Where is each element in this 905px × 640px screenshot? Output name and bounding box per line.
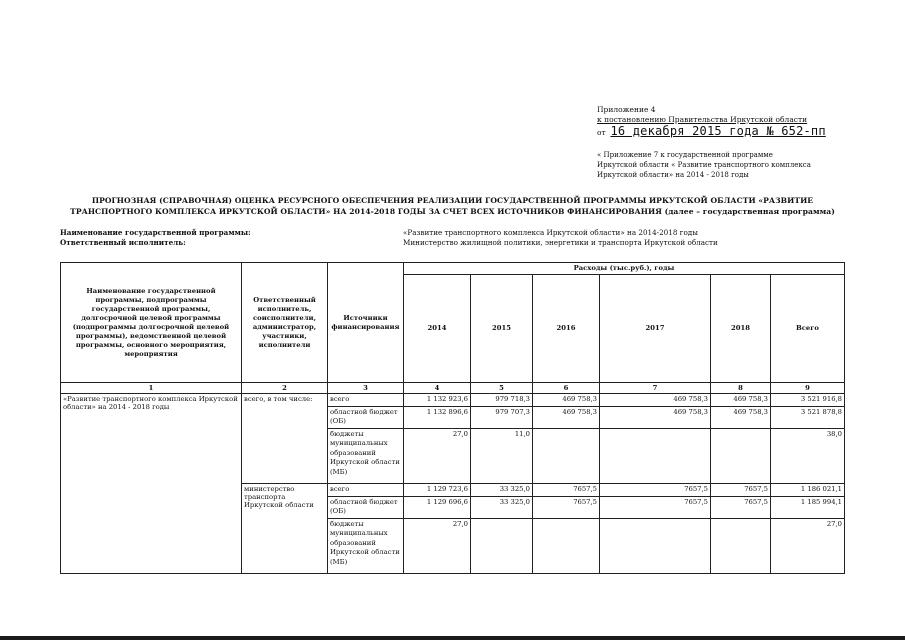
col-number-6: 6 <box>533 383 600 394</box>
value-2018 <box>711 428 771 483</box>
header-source: Источники финансирования <box>328 263 404 383</box>
value-total: 1 186 021,1 <box>771 483 845 496</box>
value-2015 <box>471 518 533 573</box>
program-name-cell: «Развитие транспортного комплекса Иркутской области» на 2014 - 2018 годы <box>61 394 242 574</box>
value-2016 <box>533 428 600 483</box>
resolution-reference: к постановлению Правительства Иркутской области <box>597 115 808 124</box>
value-2015: 979 707,3 <box>471 406 533 428</box>
header-executor: Ответственный исполнитель, соисполнители, администратор, участники, исполнители <box>242 263 328 383</box>
value-2017: 7657,5 <box>600 483 711 496</box>
value-2014: 1 129 696,6 <box>404 496 471 518</box>
value-total: 38,0 <box>771 428 845 483</box>
value-total: 3 521 916,8 <box>771 394 845 407</box>
value-2015: 979 718,3 <box>471 394 533 407</box>
value-2014: 1 129 723,6 <box>404 483 471 496</box>
col-number-3: 3 <box>328 383 404 394</box>
resource-table <box>60 262 845 574</box>
program-name-value: «Развитие транспортного комплекса Иркутской области» на 2014-2018 годы <box>403 228 698 237</box>
from-label: от <box>597 128 606 137</box>
value-2014: 27,0 <box>404 428 471 483</box>
header-2017: 2017 <box>600 275 711 383</box>
value-2014: 27,0 <box>404 518 471 573</box>
source-cell: всего <box>328 394 404 407</box>
col-number-5: 5 <box>471 383 533 394</box>
col-number-8: 8 <box>711 383 771 394</box>
value-total: 27,0 <box>771 518 845 573</box>
appendix-reference-line-2: Иркутской области « Развитие транспортного комплекса <box>597 161 811 169</box>
value-2017: 469 758,3 <box>600 406 711 428</box>
executor-cell: министерство транспорта Иркутской области <box>242 483 328 573</box>
appendix-number: Приложение 4 <box>597 105 656 114</box>
col-number-1: 1 <box>61 383 242 394</box>
appendix-reference-block <box>597 150 877 180</box>
value-2016: 7657,5 <box>533 496 600 518</box>
header-2016: 2016 <box>533 275 600 383</box>
value-2017: 469 758,3 <box>600 394 711 407</box>
value-2018: 469 758,3 <box>711 394 771 407</box>
scan-edge-line <box>0 636 905 640</box>
appendix-reference-line-1: « Приложение 7 к государственной программе <box>597 151 773 159</box>
source-cell: бюджеты муниципальных образований Иркутской области (МБ) <box>328 428 404 483</box>
value-2018: 7657,5 <box>711 496 771 518</box>
header-name: Наименование государственной программы, подпрограммы государственной программы, долгосрочной целевой программы (подпрограммы долгосрочной целевой программы), ведомственной целевой программы, основного мероприятия, мероприятия <box>61 263 242 383</box>
executor-cell: всего, в том числе: <box>242 394 328 484</box>
source-cell: областной бюджет (ОБ) <box>328 406 404 428</box>
value-2016: 469 758,3 <box>533 406 600 428</box>
program-name-label: Наименование государственной программы: <box>60 228 251 237</box>
source-cell: бюджеты муниципальных образований Иркутской области (МБ) <box>328 518 404 573</box>
col-number-7: 7 <box>600 383 711 394</box>
col-number-9: 9 <box>771 383 845 394</box>
value-2014: 1 132 923,6 <box>404 394 471 407</box>
value-total: 3 521 878,8 <box>771 406 845 428</box>
appendix-annotation <box>597 105 826 138</box>
value-2015: 11,0 <box>471 428 533 483</box>
header-2014: 2014 <box>404 275 471 383</box>
table-row <box>61 394 845 407</box>
value-2017 <box>600 518 711 573</box>
value-2015: 33 325,0 <box>471 496 533 518</box>
executor-label: Ответственный исполнитель: <box>60 238 186 247</box>
header-2018: 2018 <box>711 275 771 383</box>
header-total: Всего <box>771 275 845 383</box>
value-2018: 7657,5 <box>711 483 771 496</box>
value-2015: 33 325,0 <box>471 483 533 496</box>
document-title: ПРОГНОЗНАЯ (СПРАВОЧНАЯ) ОЦЕНКА РЕСУРСНОГО ОБЕСПЕЧЕНИЯ РЕАЛИЗАЦИИ ГОСУДАРСТВЕННОЙ ПРОГРАММЫ ИРКУТСКОЙ ОБЛАСТИ «РАЗВИТИЕ ТРАНСПОРТНОГО КОМПЛЕКСА ИРКУТСКОЙ ОБЛАСТИ» НА 2014-2018 ГОДЫ ЗА СЧЕТ ВСЕХ ИСТОЧНИКОВ ФИНАНСИРОВАНИЯ (далее – государственная программа) <box>70 196 835 216</box>
col-number-2: 2 <box>242 383 328 394</box>
source-cell: областной бюджет (ОБ) <box>328 496 404 518</box>
source-cell: всего <box>328 483 404 496</box>
value-2014: 1 132 896,6 <box>404 406 471 428</box>
value-2016: 7657,5 <box>533 483 600 496</box>
value-2018: 469 758,3 <box>711 406 771 428</box>
header-expenses: Расходы (тыс.руб.), годы <box>404 263 845 275</box>
col-number-4: 4 <box>404 383 471 394</box>
resolution-date-line <box>597 126 826 138</box>
value-total: 1 185 994,1 <box>771 496 845 518</box>
value-2016 <box>533 518 600 573</box>
executor-value: Министерство жилищной политики, энергетики и транспорта Иркутской области <box>403 238 718 247</box>
value-2017 <box>600 428 711 483</box>
resolution-date-number: 16 декабря 2015 года № 652-пп <box>610 124 826 138</box>
appendix-reference-line-3: Иркутской области» на 2014 - 2018 годы <box>597 171 749 179</box>
value-2018 <box>711 518 771 573</box>
header-2015: 2015 <box>471 275 533 383</box>
value-2017: 7657,5 <box>600 496 711 518</box>
value-2016: 469 758,3 <box>533 394 600 407</box>
